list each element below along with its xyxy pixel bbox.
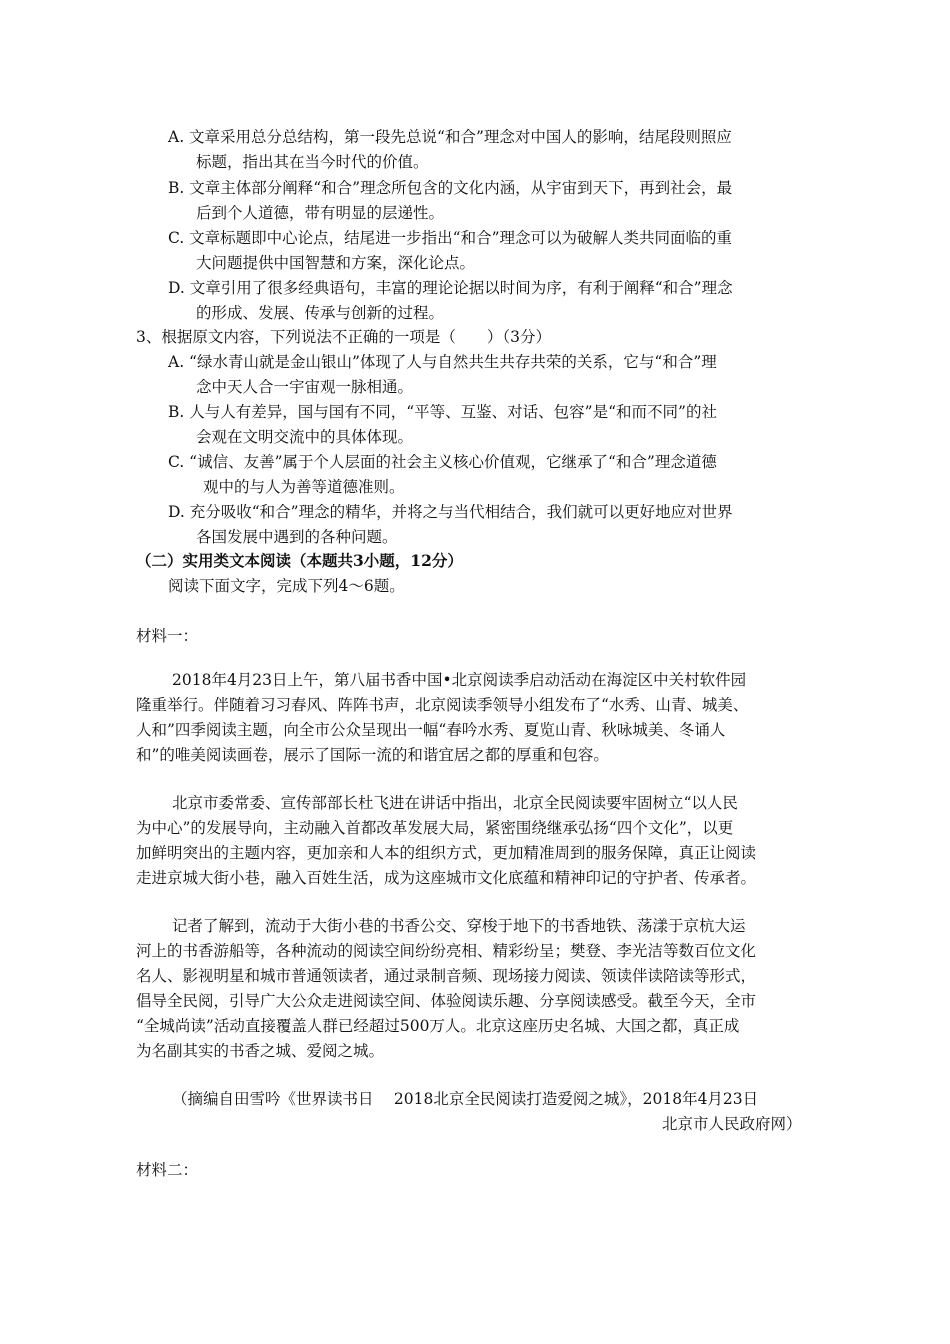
material1-p3-line: 名人、影视明星和城市普通领读者，通过录制音频、现场接力阅读、领读伴读陪读等形式， <box>136 967 757 985</box>
q2-option-c-line1: C. 文章标题即中心论点，结尾进一步指出“和合”理念可以为破解人类共同面临的重 <box>168 229 733 247</box>
q3-stem: 3、根据原文内容，下列说法不正确的一项是（ ）（3分） <box>136 328 551 346</box>
q3-option-b-line2: 会观在文明交流中的具体体现。 <box>196 428 414 446</box>
material1-p3-line: 河上的书香游船等，各种流动的阅读空间纷纷亮相、精彩纷呈；樊登、李光洁等数百位文化 <box>136 942 757 960</box>
material1-p3-line: “全城尚读”活动直接覆盖人群已经超过500万人。北京这座历史名城、大国之都，真正成 <box>136 1017 740 1035</box>
q3-option-a-line2: 念中天人合一宇宙观一脉相通。 <box>196 378 414 396</box>
material1-source-line1: （摘编自田雪吟《世界读书日 2018北京全民阅读打造爱阅之城》，2018年4月23日 <box>172 1090 759 1108</box>
q2-option-a-line1: A. 文章采用总分总结构，第一段先总说“和合”理念对中国人的影响，结尾段则照应 <box>168 128 732 146</box>
q3-option-c-line1: C. “诚信、友善”属于个人层面的社会主义核心价值观，它继承了“和合”理念道德 <box>168 453 717 471</box>
section2-heading: （二）实用类文本阅读（本题共3小题，12分） <box>136 551 463 570</box>
material1-label: 材料一： <box>136 627 199 645</box>
material1-p3-line: 记者了解到，流动于大街小巷的书香公交、穿梭于地下的书香地铁、荡漾于京杭大运 <box>172 917 746 935</box>
material1-source-line2: 北京市人民政府网） <box>662 1115 802 1133</box>
material1-p3-line: 倡导全民阅，引导广大公众走进阅读空间、体验阅读乐趣、分享阅读感受。截至今天，全市 <box>136 992 757 1010</box>
material2-label: 材料二： <box>136 1161 199 1179</box>
q2-option-c-line2: 大问题提供中国智慧和方案，深化论点。 <box>196 254 476 272</box>
material1-p2-line: 加鲜明突出的主题内容，更加亲和人本的组织方式，更加精准周到的服务保障，真正让阅读 <box>136 844 757 862</box>
material1-p2-line: 为中心”的发展导向，主动融入首都改革发展大局，紧密围绕继承弘扬“四个文化”，以更 <box>136 819 734 837</box>
q2-option-a-line2: 标题，指出其在当今时代的价值。 <box>196 153 429 171</box>
material1-p3-line: 为名副其实的书香之城、爱阅之城。 <box>136 1042 385 1060</box>
q2-option-b-line2: 后到个人道德，带有明显的层递性。 <box>196 204 445 222</box>
q2-option-d-line2: 的形成、发展、传承与创新的过程。 <box>196 304 445 322</box>
q3-option-d-line1: D. 充分吸收“和合”理念的精华，并将之与当代相结合，我们就可以更好地应对世界 <box>168 503 733 521</box>
section2-instruction: 阅读下面文字，完成下列4～6题。 <box>168 577 405 595</box>
material1-p1-line: 和”的唯美阅读画卷，展示了国际一流的和谐宜居之都的厚重和包容。 <box>136 746 609 764</box>
q2-option-b-line1: B. 文章主体部分阐释“和合”理念所包含的文化内涵，从宇宙到天下，再到社会，最 <box>168 179 733 197</box>
q3-option-c-line2: 观中的与人为善等道德准则。 <box>203 478 405 496</box>
q2-option-d-line1: D. 文章引用了很多经典语句，丰富的理论论据以时间为序，有利于阐释“和合”理念 <box>168 279 733 297</box>
q3-option-d-line2: 各国发展中遇到的各种问题。 <box>196 528 398 546</box>
material1-p1-line: 隆重举行。伴随着习习春风、阵阵书声，北京阅读季领导小组发布了“水秀、山青、城美、 <box>136 696 749 714</box>
material1-p1-line: 人和”四季阅读主题，向全市公众呈现出一幅“春吟水秀、夏览山青、秋咏城美、冬诵人 <box>136 721 726 739</box>
material1-p1-line: 2018年4月23日上午，第八届书香中国•北京阅读季启动活动在海淀区中关村软件园 <box>172 671 747 689</box>
q3-option-a-line1: A. “绿水青山就是金山银山”体现了人与自然共生共存共荣的关系，它与“和合”理 <box>168 353 717 371</box>
q3-option-b-line1: B. 人与人有差异，国与国有不同，“平等、互鉴、对话、包容”是“和而不同”的社 <box>168 403 717 421</box>
material1-p2-line: 走进京城大街小巷，融入百姓生活，成为这座城市文化底蕴和精神印记的守护者、传承者。 <box>136 869 757 887</box>
material1-p2-line: 北京市委常委、宣传部部长杜飞进在讲话中指出，北京全民阅读要牢固树立“以人民 <box>172 794 738 812</box>
